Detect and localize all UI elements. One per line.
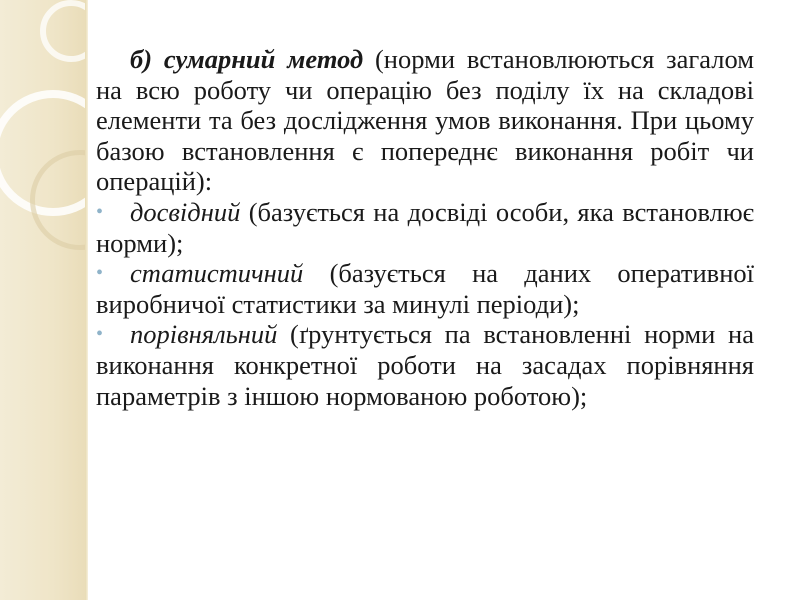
decorative-ring xyxy=(40,0,88,62)
list-item-term: досвідний xyxy=(130,196,241,227)
method-title: б) сумарний метод xyxy=(130,44,364,74)
list-item xyxy=(96,258,754,319)
bullet-icon: • xyxy=(96,262,104,285)
slide-body xyxy=(96,44,754,411)
list-item-text: (базується на досвіді особи, яка встановлює норми); xyxy=(96,196,754,258)
intro-text: (норми встановлюються загалом на всю роботу чи операцію без поділу їх на складові елементи та без дослідження умов виконання. При цьому базою встановлення є попереднє виконання робіт чи операцій): xyxy=(96,44,755,197)
intro-paragraph xyxy=(96,44,754,197)
list-item-term: статистичний xyxy=(130,258,304,289)
bullet-icon: • xyxy=(96,200,104,223)
decorative-side-band xyxy=(0,0,88,600)
list-item-text: (базується на даних оперативної виробничої статистики за минулі періоди); xyxy=(96,258,754,319)
list-item xyxy=(96,197,754,258)
list-item xyxy=(96,319,754,411)
list-item-term: порівняльний xyxy=(130,319,278,350)
list-item-text: (ґрунтується па встановленні норми на виконання конкретної роботи на засадах порівняння параметрів з іншою нормованою роботою); xyxy=(96,319,754,411)
bullet-icon: • xyxy=(96,323,104,346)
